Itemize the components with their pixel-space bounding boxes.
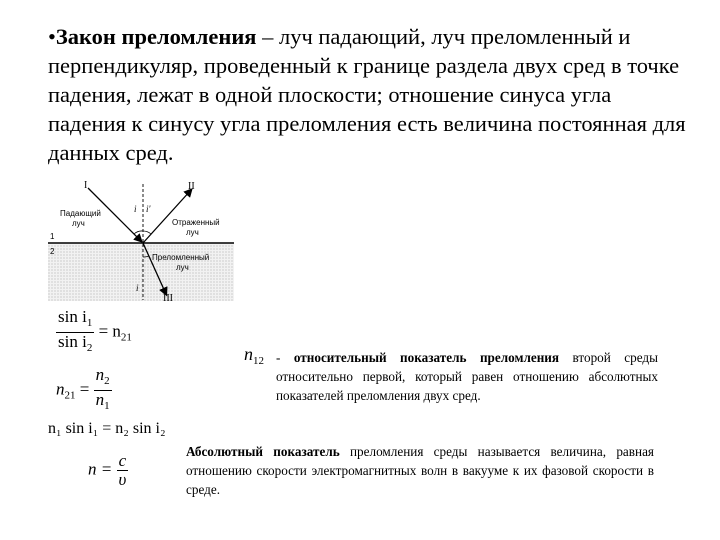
bullet: • xyxy=(48,24,56,49)
f2-denominator: n xyxy=(95,390,105,409)
relative-text: второй среды относительно первой, который равен отношению абсолютных показателей преломления двух сред. xyxy=(276,350,658,403)
f2-left: n xyxy=(56,379,65,399)
law-term: Закон преломления xyxy=(55,24,257,49)
f1-equals-sub: 21 xyxy=(120,331,132,344)
incident-ray-label-2: луч xyxy=(72,219,85,228)
f2-left-sub: 21 xyxy=(64,389,76,402)
formula-snell-ratio: $\frac{\sin i_1}{\sin i_2}$ = $n_{21}$ xyxy=(58,307,132,354)
f4-numerator: c xyxy=(118,451,127,470)
f2-numerator-sub: 2 xyxy=(104,375,110,387)
absolute-index-definition xyxy=(186,442,654,499)
medium-label-2: 2 xyxy=(50,247,55,256)
refraction-diagram xyxy=(48,176,238,304)
n12-letter: n xyxy=(244,344,253,364)
reflected-ray-label-1: Отраженный xyxy=(172,218,220,227)
ray-label-III: III xyxy=(163,293,173,304)
angle-label-i1-prime: i' xyxy=(146,204,151,214)
angle-label-i2: i xyxy=(136,283,139,293)
f4-left: n = xyxy=(88,459,113,479)
incident-ray-label-1: Падающий xyxy=(60,209,101,218)
f2-numerator: n xyxy=(95,365,105,384)
f4-denominator: υ xyxy=(118,470,127,489)
law-of-refraction-text xyxy=(48,22,688,167)
relative-term: относительный показатель преломления xyxy=(293,350,560,365)
absolute-term: Абсолютный показатель xyxy=(186,444,340,459)
n12-symbol xyxy=(244,344,264,367)
angle-label-i1: i xyxy=(134,204,137,214)
ray-label-I: I xyxy=(84,180,88,191)
reflected-ray xyxy=(143,190,191,243)
absolute-text: преломления среды называется величина, равная отношению скорости электромагнитных волн в вакууме к их фазовой скорости в среде. xyxy=(186,444,654,497)
formula-absolute-index xyxy=(88,452,128,489)
refracted-ray-label-1: Преломленный xyxy=(152,253,210,262)
formula-relative-index: $n_{21}$ = $\frac{n_2}{n_1}$ xyxy=(56,365,110,412)
medium-2-area xyxy=(48,243,234,301)
reflected-ray-label-2: луч xyxy=(186,228,199,237)
f1-denominator: sin i xyxy=(58,332,87,351)
ray-label-II: II xyxy=(188,181,195,192)
refracted-ray-label-2: луч xyxy=(176,263,189,272)
n12-sub: 12 xyxy=(253,355,264,367)
f1-equals: = n xyxy=(98,321,121,341)
f3-text: n₁ sin i₁ = n₂ sin i₂ xyxy=(48,420,166,437)
f2-denominator-sub: 1 xyxy=(104,400,110,412)
law-body: – луч падающий, луч преломленный и перпендикуляр, проведенный к границе раздела двух сред в точке падения, лежат в одной плоскости; отношение синуса угла падения к синусу угла преломления есть величина постоянная для данных сред. xyxy=(48,24,686,165)
relative-index-definition xyxy=(276,348,658,405)
f1-numerator: sin i xyxy=(58,307,87,326)
formula-snell-law xyxy=(48,420,166,438)
medium-label-1: 1 xyxy=(50,232,55,241)
relative-dash: - xyxy=(276,350,294,365)
